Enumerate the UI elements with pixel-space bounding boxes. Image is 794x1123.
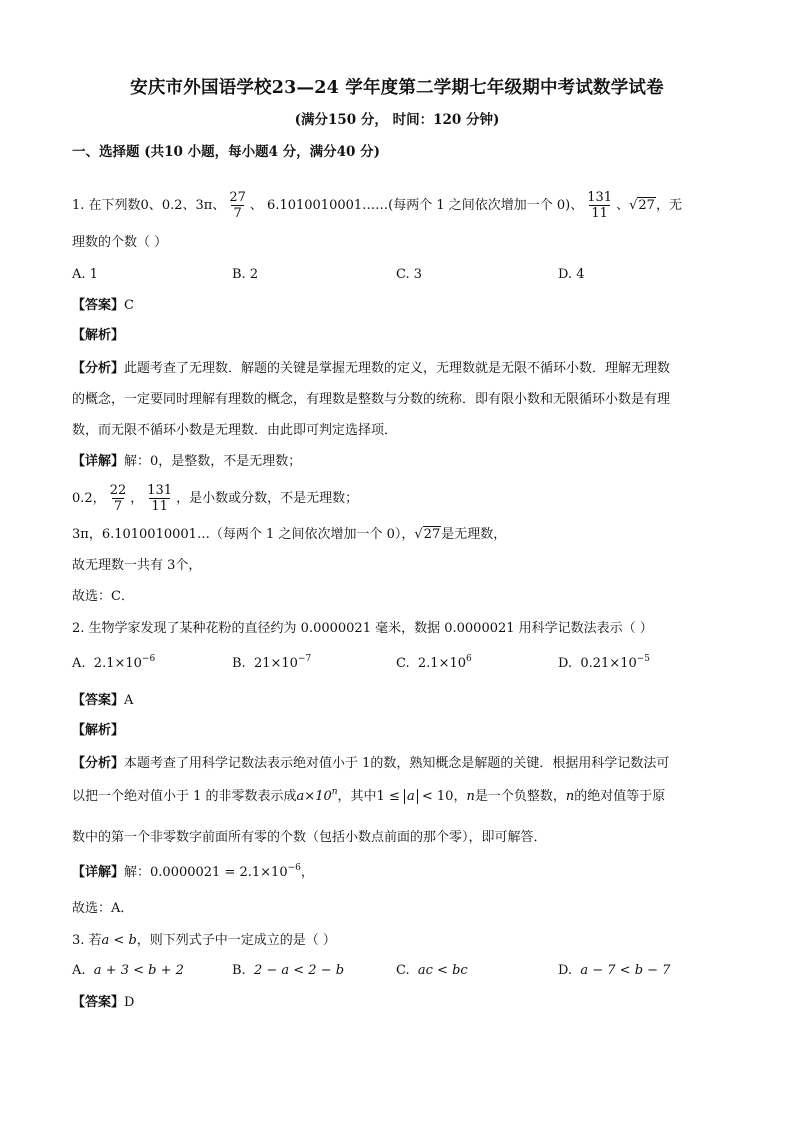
q1-choose: 故选：C． [72, 589, 134, 604]
q2-fenxi-line1: 【分析】本题考查了用科学记数法表示绝对值小于 1的数，熟知概念是解题的关键．根据用科学记数法可 [72, 756, 670, 771]
q2-option-b: B. $21\times 10^{-7}$ [232, 654, 312, 671]
sqrt-27: √27 [629, 198, 655, 213]
q2-stem: 2. 生物学家发现了某种花粉的直径约为 0.0000021 毫米，数据 0.0000021 用科学记数法表示（ ） [72, 621, 653, 636]
q1-answer: 【答案】C [72, 298, 134, 313]
q1-option-c: C. 3 [396, 267, 423, 282]
q1-option-d: D. 4 [558, 267, 585, 282]
q2-detail: 【详解】解：$0.0000021 = 2.1\times 10^{-6}$， [72, 863, 314, 880]
q2-choose: 故选：A． [72, 901, 134, 916]
q2-fenxi-line2: 以把一个绝对值小于 1 的非零数表示成$a\times 10^n$，其中1 ≤ a < 10，n是一个负整数，n的绝对值等于原 [72, 787, 666, 804]
q3-option-a: A. a + 3 < b + 2 [72, 963, 184, 978]
q1-analysis-label: 【解析】 [72, 328, 125, 343]
q3-option-c: C. ac < bc [396, 963, 468, 978]
q2-option-a: A. $2.1\times 10^{-6}$ [72, 654, 156, 671]
q1-stem-line1: 1. 在下列数0、0.2、3π、 $\frac{27}{7}$ 、 6.1010010001……(每两个 1 之间依次增加一个 0)、 $\frac{131}{11}$ 、√27，无 [72, 190, 682, 221]
q1-detail-line3: 3π，6.1010010001…（每两个 1 之间依次增加一个 0），√27是无理数， [72, 527, 507, 542]
q3-option-d: D. a − 7 < b − 7 [558, 963, 671, 978]
fraction-131-11-b: $\frac{131}{11}$ [147, 483, 173, 514]
q2-analysis-label: 【解析】 [72, 723, 125, 738]
q1-stem-line2: 理数的个数（ ） [72, 235, 168, 250]
q1-detail-line4: 故无理数一共有 3个， [72, 558, 202, 573]
fraction-131-11: $\frac{131}{11}$ [587, 190, 613, 221]
q1-detail-line1: 【详解】解：0，是整数，不是无理数； [72, 454, 302, 469]
fraction-22-7: $\frac{22}{7}$ [109, 483, 127, 514]
q3-option-b: B. 2 − a < 2 − b [232, 963, 345, 978]
q3-answer: 【答案】D [72, 995, 135, 1010]
q1-option-b: B. 2 [232, 267, 259, 282]
exam-subtitle: (满分150 分， 时间：120 分钟) [294, 112, 500, 128]
q1-fenxi-line1: 【分析】此题考查了无理数．解题的关键是掌握无理数的定义，无理数就是无限不循环小数．理解无理数 [72, 361, 671, 376]
q1-fenxi-line2: 的概念，一定要同时理解有理数的概念，有理数是整数与分数的统称．即有限小数和无限循环小数是有理 [72, 392, 671, 407]
q1-option-a: A. 1 [72, 267, 98, 282]
q2-option-c: C. $2.1\times 10^6$ [396, 654, 472, 671]
q2-fenxi-line3: 数中的第一个非零数字前面所有零的个数（包括小数点前面的那个零），即可解答． [72, 830, 547, 845]
exam-title: 安庆市外国语学校23—24 学年度第二学期七年级期中考试数学试卷 [130, 78, 664, 98]
fraction-27-7: $\frac{27}{7}$ [229, 190, 246, 221]
section-heading: 一、选择题 (共10 小题，每小题4 分，满分40 分) [72, 144, 381, 160]
q1-detail-line2: 0.2， $\frac{22}{7}$ ， $\frac{131}{11}$ ，是小数或分数，不是无理数； [72, 483, 359, 514]
q2-option-d: D. $0.21\times 10^{-5}$ [558, 654, 651, 671]
q1-fenxi-line3: 数，而无限不循环小数是无理数．由此即可判定选择项． [72, 423, 398, 438]
q3-stem: 3. 若a < b，则下列式子中一定成立的是（ ） [72, 933, 336, 948]
sqrt-27-b: √27 [414, 527, 441, 542]
q2-answer: 【答案】A [72, 693, 134, 708]
